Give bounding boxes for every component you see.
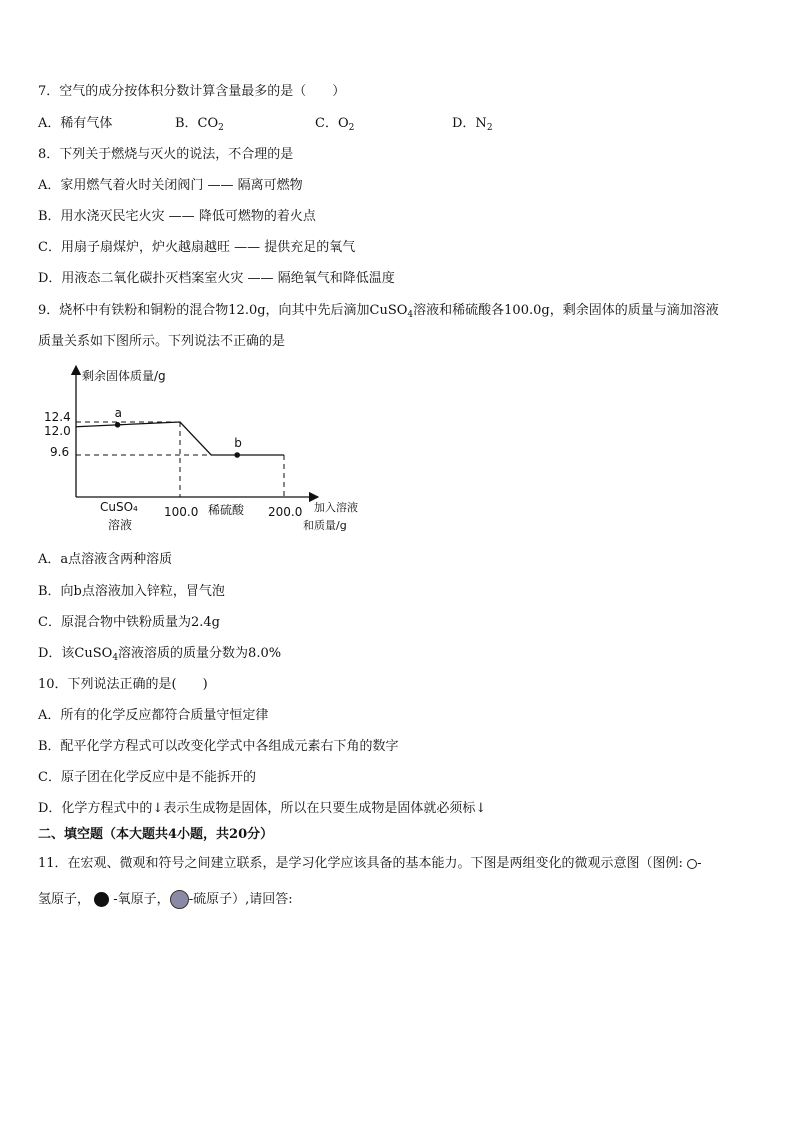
point-a: [115, 422, 121, 428]
q7-option-b: B．$CO_2$: [175, 116, 224, 133]
q9-option-a: A．a点溶液含两种溶质: [38, 552, 173, 567]
q9-stem-line2: 质量关系如下图所示。下列说法不正确的是: [38, 334, 286, 349]
q7-option-a: A．稀有气体: [38, 116, 113, 131]
point-label-b: b: [234, 436, 242, 450]
q10-option-a: A．所有的化学反应都符合质量守恒定律: [38, 708, 269, 723]
region-label-cuso4-solution: 溶液: [108, 518, 133, 532]
region-label-cuso4: CuSO₄: [100, 500, 138, 514]
q8-stem: 8．下列关于燃烧与灭火的说法，不合理的是: [38, 147, 294, 162]
q9-chart: [38, 360, 368, 538]
sulfur-atom-icon: [170, 890, 189, 909]
x-axis-label-line1: 加入溶液: [314, 501, 358, 514]
y-tick-9-6: 9.6: [50, 445, 70, 459]
q9-option-c: C．原混合物中铁粉质量为2.4g: [38, 615, 220, 630]
q9-stem-line1: 9．烧杯中有铁粉和铜粉的混合物12.0g，向其中先后滴加CuSO$_4$溶液和稀硫酸各100.0g，剩余固体的质量与滴加溶液: [38, 303, 719, 320]
hydrogen-atom-icon: [687, 859, 697, 869]
q7-option-c: C．$O_2$: [315, 116, 355, 133]
q8-option-c: C．用扇子扇煤炉，炉火越扇越旺 —— 提供充足的氧气: [38, 240, 356, 255]
point-label-a: a: [114, 405, 122, 420]
section-title: 二、填空题（本大题共4小题，共20分）: [38, 827, 274, 842]
q8-option-b: B．用水浇灭民宅火灾 —— 降低可燃物的着火点: [38, 209, 316, 224]
q8-option-a: A．家用燃气着火时关闭阀门 —— 隔离可燃物: [38, 178, 303, 193]
q10-stem: 10．下列说法正确的是( ): [38, 677, 208, 692]
oxygen-atom-icon: [94, 892, 109, 907]
q9-option-d: D．该CuSO$_4$溶液溶质的质量分数为8.0%: [38, 646, 282, 663]
x-tick-100: 100.0: [164, 505, 199, 519]
q9-option-b: B．向b点溶液加入锌粒，冒气泡: [38, 584, 225, 599]
q8-option-d: D．用液态二氧化碳扑灭档案室火灾 —— 隔绝氧气和降低温度: [38, 271, 395, 286]
region-label-acid: 稀硫酸: [208, 503, 245, 517]
q10-option-c: C．原子团在化学反应中是不能拆开的: [38, 770, 256, 785]
x-tick-200: 200.0: [268, 505, 303, 519]
q7-stem: 7．空气的成分按体积分数计算含量最多的是（ ）: [38, 84, 346, 99]
y-tick-12-0: 12.0: [44, 424, 71, 438]
x-axis-label-line2: 和质量/g: [303, 519, 347, 532]
q7-option-d: D．$N_2$: [452, 116, 493, 133]
point-b: [234, 452, 240, 458]
q11-stem-line2: 氢原子， -氧原子， -硫原子）,请回答:: [38, 892, 293, 907]
q10-option-b: B．配平化学方程式可以改变化学式中各组成元素右下角的数字: [38, 739, 399, 754]
y-axis-label: 剩余固体质量/g: [82, 369, 166, 383]
q11-stem-line1: 11．在宏观、微观和符号之间建立联系，是学习化学应该具备的基本能力。下图是两组变化的微观示意图（图例: -: [38, 856, 702, 871]
y-tick-12-4: 12.4: [44, 410, 71, 424]
q10-option-d: D．化学方程式中的↓表示生成物是固体，所以在只要生成物是固体就必须标↓: [38, 801, 487, 816]
